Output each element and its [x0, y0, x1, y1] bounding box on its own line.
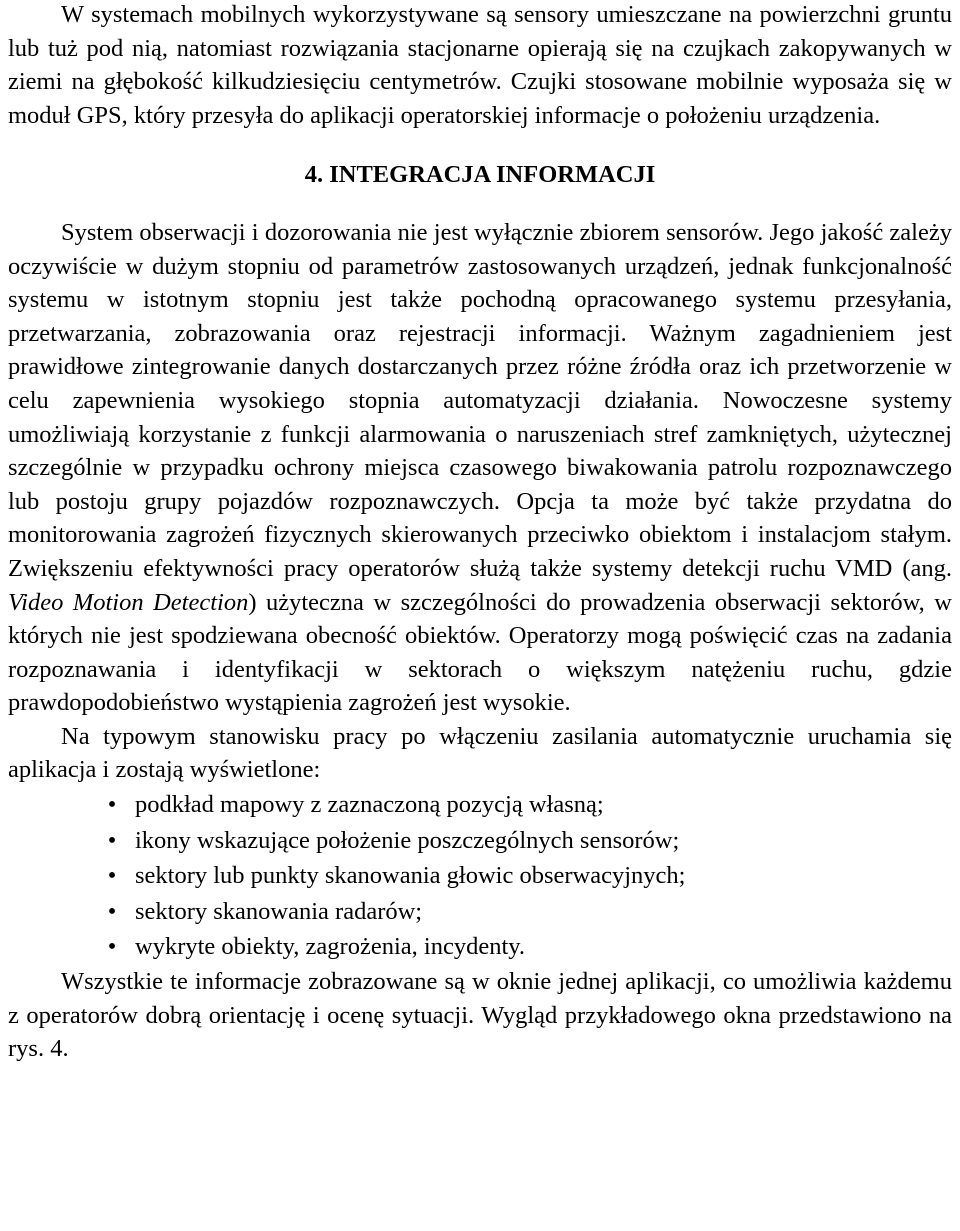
list-item-text: sektory lub punkty skanowania głowic obserwacyjnych; — [135, 862, 686, 890]
list-item — [8, 858, 952, 894]
list-item — [8, 787, 952, 823]
list-item — [8, 929, 952, 965]
list-item-text: wykryte obiekty, zagrożenia, incydenty. — [135, 933, 526, 961]
paragraph-text-part-1: System obserwacji i dozorowania nie jest wyłącznie zbiorem sensorów. Jego jakość zależy oczywiście w dużym stopniu od parametrów zastosowanych urządzeń, jednak funkcjonalność systemu w istotnym stopniu jest także pochodną opracowanego systemu przesyłania, przetwarzania, zobrazowania oraz rejestracji informacji. Ważnym zagadnieniem jest prawidłowe zintegrowanie danych dostarczanych przez różne źródła oraz ich przetworzenie w celu zapewnienia wysokiego stopnia automatyzacji działania. Nowoczesne systemy umożliwiają korzystanie z funkcji alarmowania o naruszeniach stref zamkniętych, użytecznej szczególnie w przypadku ochrony miejsca czasowego biwakowania patrolu rozpoznawczego lub postoju grupy pojazdów rozpoznawczych. Opcja ta może być także przydatna do monitorowania zagrożeń fizycznych skierowanych przeciwko obiektom i instalacjom stałym. Zwiększeniu efektywności pracy operatorów służą także systemy detekcji ruchu VMD (ang. — [8, 218, 952, 582]
paragraph-text-part-2: ) użyteczna w szczególności do prowadzenia obserwacji sektorów, w których nie jest spodziewana obecność obiektów. Operatorzy mogą poświęcić czas na zadania rozpoznawania i identyfikacji w sektorach o większym natężeniu ruchu, gdzie prawdopodobieństwo wystąpienia zagrożeń jest wysokie. — [8, 588, 952, 717]
list-item — [8, 823, 952, 859]
paragraph-information-integration — [8, 216, 952, 720]
bullet-icon: • — [107, 933, 117, 961]
paragraph-workstation: Na typowym stanowisku pracy po włączeniu zasilania automatycznie uruchamia się aplikacja i zostają wyświetlone: — [8, 722, 952, 784]
list-item — [8, 894, 952, 930]
bullet-icon: • — [107, 897, 117, 925]
bullet-icon: • — [107, 862, 117, 890]
list-item-text: podkład mapowy z zaznaczoną pozycją własną; — [135, 791, 604, 819]
list-item-text: sektory skanowania radarów; — [135, 897, 423, 925]
bullet-icon: • — [107, 826, 117, 854]
bullet-icon: • — [107, 791, 117, 819]
list-item-text: ikony wskazujące położenie poszczególnych sensorów; — [135, 826, 680, 854]
paragraph-mobile-sensors: W systemach mobilnych wykorzystywane są sensory umieszczane na powierzchni gruntu lub tuż pod nią, natomiast rozwiązania stacjonarne opierają się na czujkach zakopywanych w ziemi na głębokość kilkudziesięciu centymetrów. Czujki stosowane mobilnie wyposaża się w moduł GPS, który przesyła do aplikacji operatorskiej informacje o położeniu urządzenia. — [8, 1, 952, 129]
bullet-list — [8, 787, 952, 965]
italic-term-vmd: Video Motion Detection — [8, 588, 249, 616]
section-heading: 4. INTEGRACJA INFORMACJI — [304, 161, 656, 189]
paragraph-summary: Wszystkie te informacje zobrazowane są w oknie jednej aplikacji, co umożliwia każdemu z operatorów dobrą orientację i ocenę sytuacji. Wygląd przykładowego okna przedstawiono na rys. 4. — [8, 968, 952, 1063]
